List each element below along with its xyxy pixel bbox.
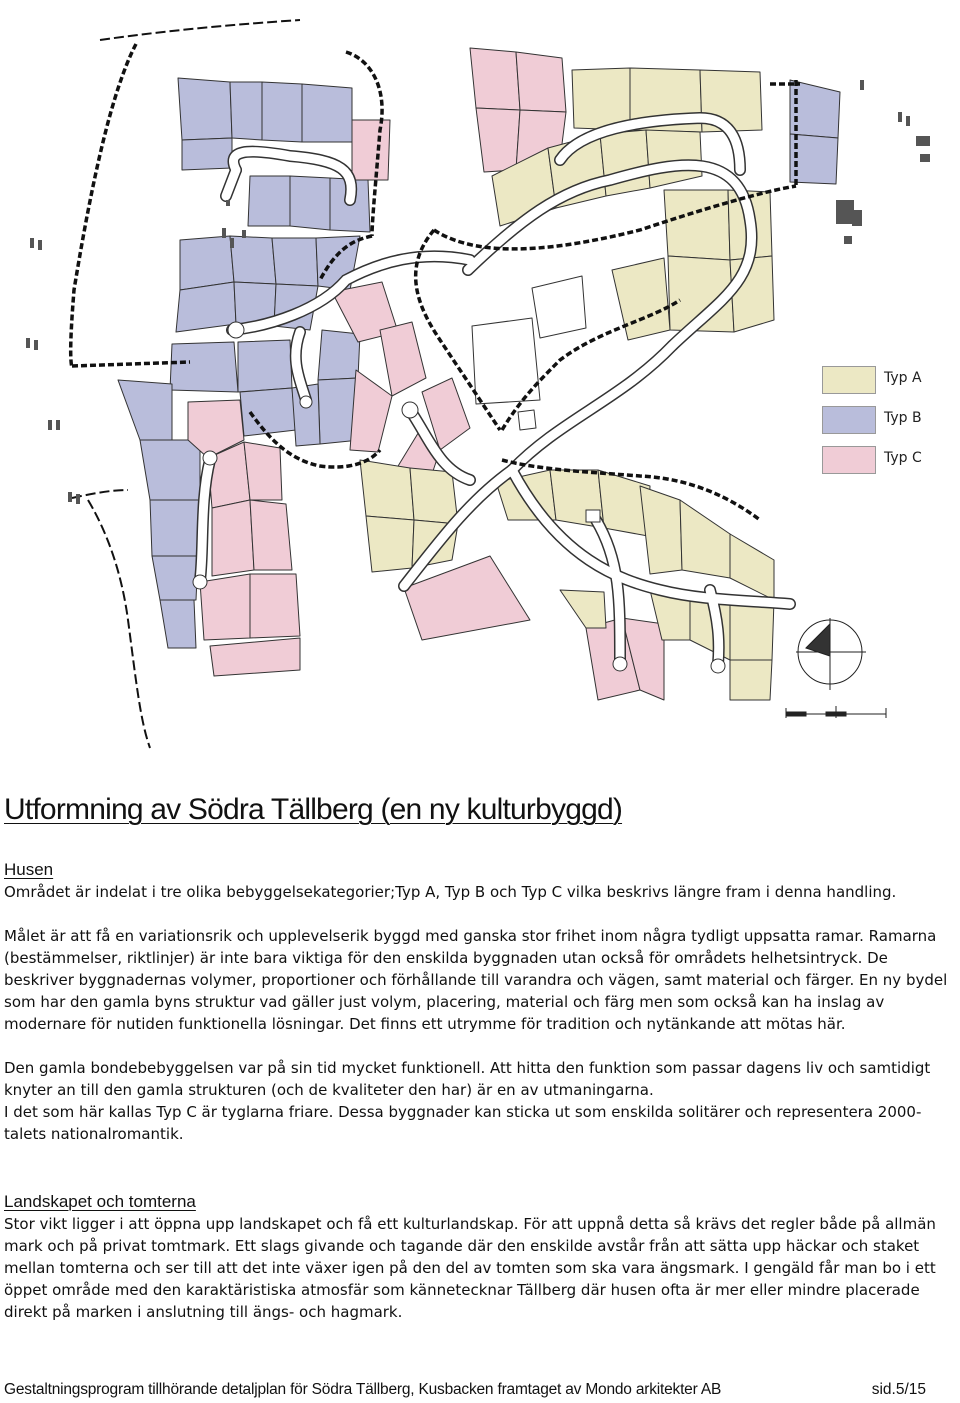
paragraph: I det som här kallas Typ C är tyglarna friare. Dessa byggnader kan sticka ut som enskilda solitärer och representera 2000-talets nationalromantik. <box>4 1103 922 1143</box>
section-heading-landskapet: Landskapet och tomterna <box>4 1192 196 1211</box>
paragraph-gap <box>4 903 956 925</box>
page-title: Utformning av Södra Tällberg (en ny kulturbyggd) <box>4 793 623 826</box>
paragraph: Området är indelat i tre olika bebyggelsekategorier;Typ A, Typ B och Typ C vilka beskrivs längre fram i denna handling. <box>4 883 897 901</box>
paragraph: Målet är att få en variationsrik och upplevelserik byggd med ganska stor frihet inom några tydligt uppsatta ramar. Ramarna (bestämmelser, riktlinjer) är inte bara viktiga för den enskilda byggnaden utan också för områdets helhetsintryck. De beskriver byggnadernas volymer, proportioner och förhållande till varandra och vägen, samt material och färger. En ny bydel som har den gamla byns struktur vad gäller just volym, placering, material och färg men som också kan ha inslag av modernare för nutiden funktionella lösningar. Det finns ett utrymme för tradition och nytänkande att mötas här. <box>4 927 948 1033</box>
footer-text: Gestaltningsprogram tillhörande detaljplan för Södra Tällberg, Kusbacken framtaget av Mondo arkitekter AB <box>4 1381 722 1398</box>
paragraph-gap <box>4 1035 956 1057</box>
legend-label-typ-a: Typ A <box>884 370 922 386</box>
section-heading-husen: Husen <box>4 860 54 879</box>
legend-label-typ-c: Typ C <box>884 450 922 466</box>
legend-swatch-typ-b <box>822 406 876 434</box>
north-arrow-icon <box>796 618 866 690</box>
section-husen <box>4 859 956 1145</box>
legend-label-typ-b: Typ B <box>884 410 922 426</box>
paragraph: Den gamla bondebebyggelsen var på sin tid mycket funktionell. Att hitta den funktion som passar dagens liv och samtidigt knyter an till den gamla strukturen (och de kvaliteter den har) är en av utmaningarna. <box>4 1059 931 1099</box>
section-landskapet <box>4 1191 956 1323</box>
legend-swatch-typ-c <box>822 446 876 474</box>
paragraph: Stor vikt ligger i att öppna upp landskapet och få ett kulturlandskap. För att uppnå detta så krävs det regler både på allmän mark och på privat tomtmark. Ett slags givande och tagande där den enskilde avstår från att sätta upp häckar och staket mellan tomterna och ser till att det inte växer igen på den del av tomten som ska vara ängsmark. I gengäld får man bo i ett öppet område med den karaktäristiska atmosfär som kännetecknar Tällberg där husen ofta är mer eller mindre placerade direkt på marken i anslutning till ängs- och hagmark. <box>4 1215 936 1321</box>
page-number: sid.5/15 <box>871 1381 926 1398</box>
legend-swatch-typ-a <box>822 366 876 394</box>
scale-bar <box>786 706 886 718</box>
